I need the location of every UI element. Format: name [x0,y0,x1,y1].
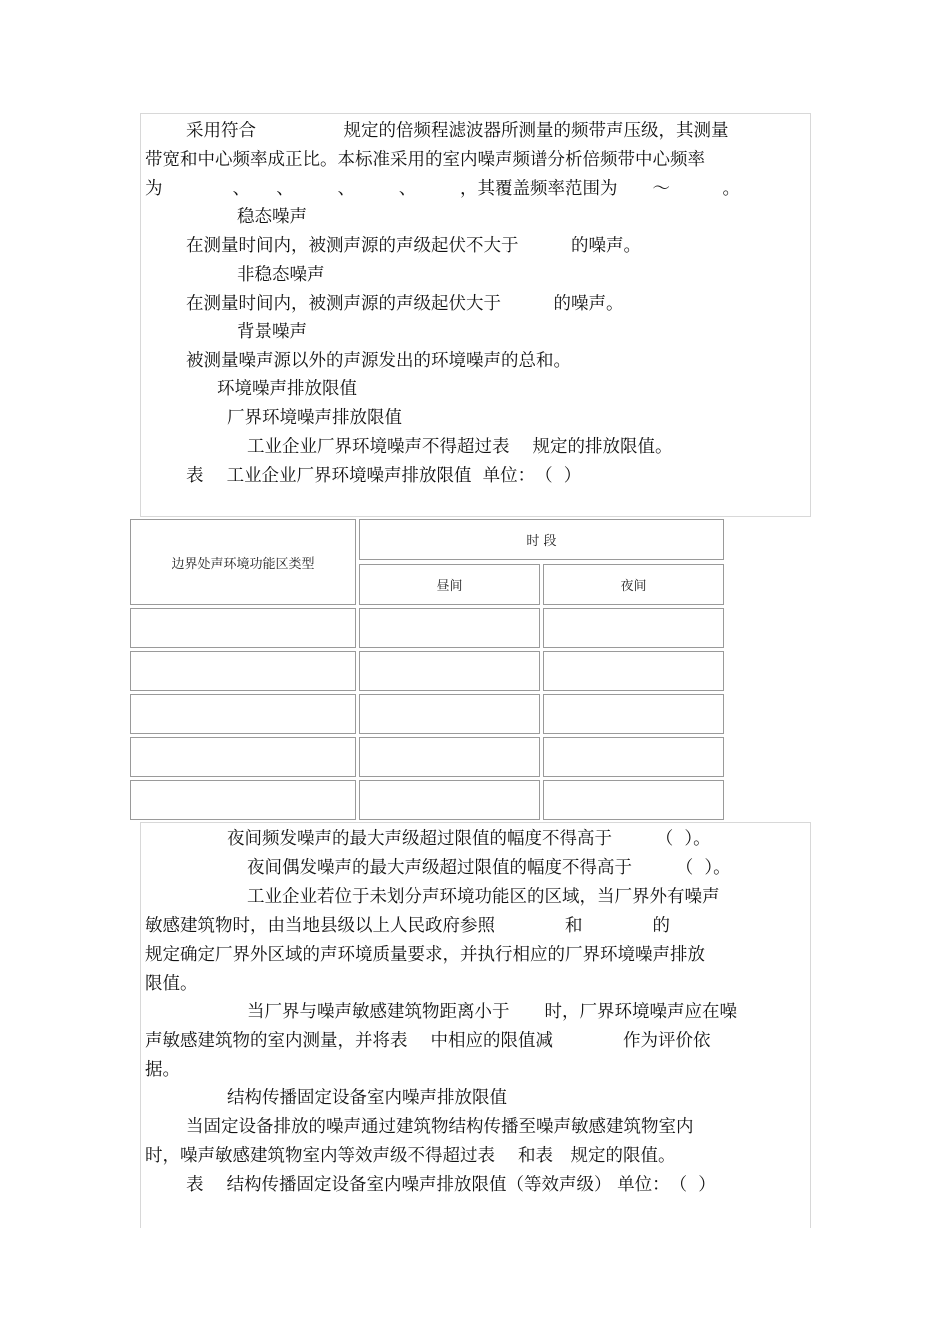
paragraph-line: 规定确定厂界外区域的声环境质量要求，并执行相应的厂界环境噪声排放 [145,945,705,965]
table-header-day: 昼间 [359,564,540,605]
paragraph-line: 限值。 [145,974,198,994]
term-heading: 非稳态噪声 [237,265,325,285]
table-cell [359,780,540,820]
paragraph-line: 敏感建筑物时，由当地县级以上人民政府参照 和 的 [145,916,670,936]
text-panel-bottom [140,822,811,1228]
table-header-night: 夜间 [543,564,724,605]
table-cell [543,608,724,648]
table-caption: 表 结构传播固定设备室内噪声排放限值（等效声级） 单位： （ ） [186,1175,716,1195]
term-heading: 背景噪声 [237,322,307,342]
table-cell [130,694,356,734]
paragraph-line: 为 、 、 、 、 ，其覆盖频率范围为 ～ 。 [145,179,740,199]
table-cell [130,651,356,691]
table-cell [359,694,540,734]
text-panel-top [140,113,811,517]
paragraph-line: 带宽和中心频率成正比。本标准采用的室内噪声频谱分析倍频带中心频率 [145,150,705,170]
table-cell [359,608,540,648]
table-cell [359,737,540,777]
table-cell [543,737,724,777]
paragraph-line: 采用符合 规定的倍频程滤波器所测量的频带声压级，其测量 [186,121,729,141]
table-cell [543,694,724,734]
paragraph-line: 当固定设备排放的噪声通过建筑物结构传播至噪声敏感建筑物室内 [186,1117,694,1137]
section-heading: 厂界环境噪声排放限值 [227,408,402,428]
table-cell [130,737,356,777]
paragraph-line: 时，噪声敏感建筑物室内等效声级不得超过表 和表 规定的限值。 [145,1146,676,1166]
paragraph-line: 夜间频发噪声的最大声级超过限值的幅度不得高于 （ ）。 [227,829,711,849]
paragraph-line: 夜间偶发噪声的最大声级超过限值的幅度不得高于 （ ）。 [247,858,731,878]
section-heading: 结构传播固定设备室内噪声排放限值 [227,1088,507,1108]
table-cell [543,651,724,691]
paragraph-line: 在测量时间内，被测声源的声级起伏不大于 的噪声。 [186,236,641,256]
paragraph-line: 声敏感建筑物的室内测量，并将表 中相应的限值减 作为评价依 [145,1031,711,1051]
section-heading: 环境噪声排放限值 [217,379,357,399]
paragraph-line: 工业企业厂界环境噪声不得超过表 规定的排放限值。 [247,437,673,457]
table-cell [543,780,724,820]
paragraph-line: 据。 [145,1060,180,1080]
paragraph-line: 被测量噪声源以外的声源发出的环境噪声的总和。 [186,351,571,371]
table-header-zone-type: 边界处声环境功能区类型 [130,519,356,605]
paragraph-line: 在测量时间内，被测声源的声级起伏大于 的噪声。 [186,294,624,314]
table-cell [130,608,356,648]
paragraph-line: 当厂界与噪声敏感建筑物距离小于 时，厂界环境噪声应在噪 [247,1002,737,1022]
table-caption: 表 工业企业厂界环境噪声排放限值 单位： （ ） [186,466,582,486]
noise-limit-table [130,517,724,821]
paragraph-line: 工业企业若位于未划分声环境功能区的区域，当厂界外有噪声 [247,887,720,907]
table-header-period: 时 段 [359,519,724,560]
table-cell [359,651,540,691]
table-cell [130,780,356,820]
term-heading: 稳态噪声 [237,207,307,227]
